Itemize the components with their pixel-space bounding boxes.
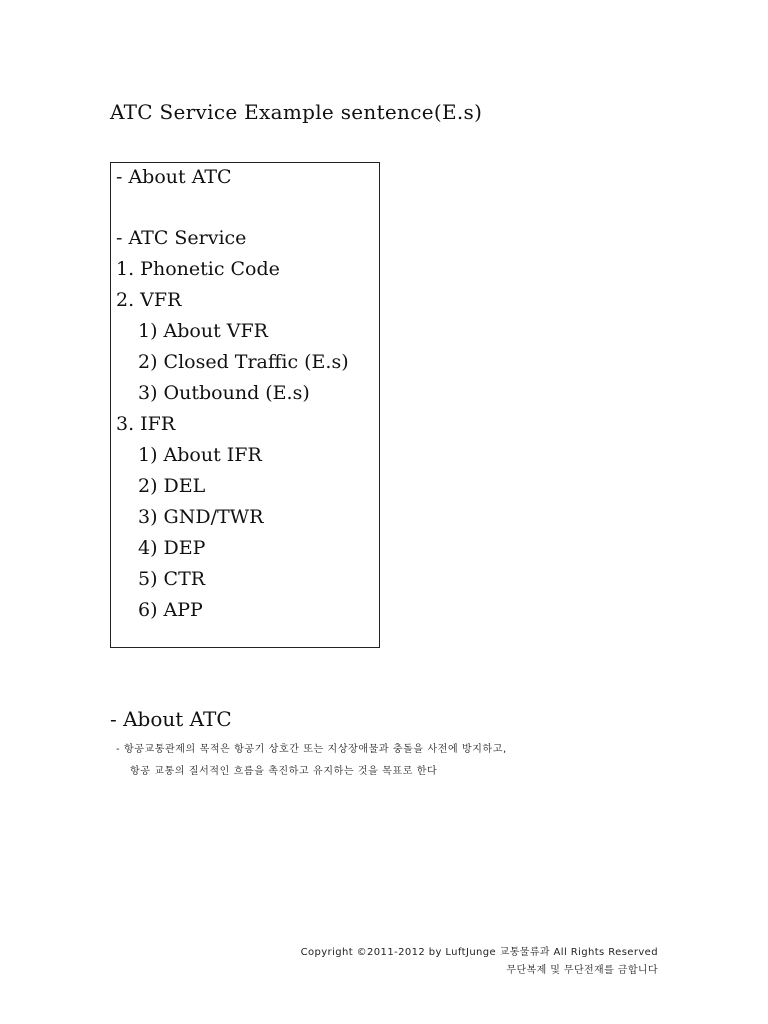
toc-item-vfr: 2. VFR xyxy=(116,289,182,311)
section-heading: - About ATC xyxy=(110,707,232,731)
toc-item-atc-service: - ATC Service xyxy=(116,227,247,249)
toc-item-about-ifr: 1) About IFR xyxy=(138,444,262,466)
toc-item-app: 6) APP xyxy=(138,599,203,621)
section-body-line-1: - 항공교통관제의 목적은 항공기 상호간 또는 지상장애물과 충돌을 사전에 방지하고, xyxy=(116,744,507,755)
footer-copyright: Copyright ©2011-2012 by LuftJunge 교통물류과 All Rights Reserved xyxy=(300,947,658,958)
toc-item-gnd-twr: 3) GND/TWR xyxy=(138,506,264,528)
footer-notice: 무단복제 및 무단전재를 금합니다 xyxy=(506,965,658,976)
toc-item-about-vfr: 1) About VFR xyxy=(138,320,268,342)
toc-item-outbound: 3) Outbound (E.s) xyxy=(138,382,310,404)
toc-item-ctr: 5) CTR xyxy=(138,568,206,590)
toc-item-closed-traffic: 2) Closed Traffic (E.s) xyxy=(138,351,349,373)
toc-item-about-atc: - About ATC xyxy=(116,166,232,188)
toc-item-dep: 4) DEP xyxy=(138,537,206,559)
page-title: ATC Service Example sentence(E.s) xyxy=(110,100,483,124)
toc-item-del: 2) DEL xyxy=(138,475,206,497)
section-body-line-2: 항공 교통의 질서적인 흐름을 촉진하고 유지하는 것을 목표로 한다 xyxy=(130,766,438,777)
toc-box xyxy=(110,162,380,648)
toc-item-ifr: 3. IFR xyxy=(116,413,176,435)
toc-item-phonetic-code: 1. Phonetic Code xyxy=(116,258,280,280)
